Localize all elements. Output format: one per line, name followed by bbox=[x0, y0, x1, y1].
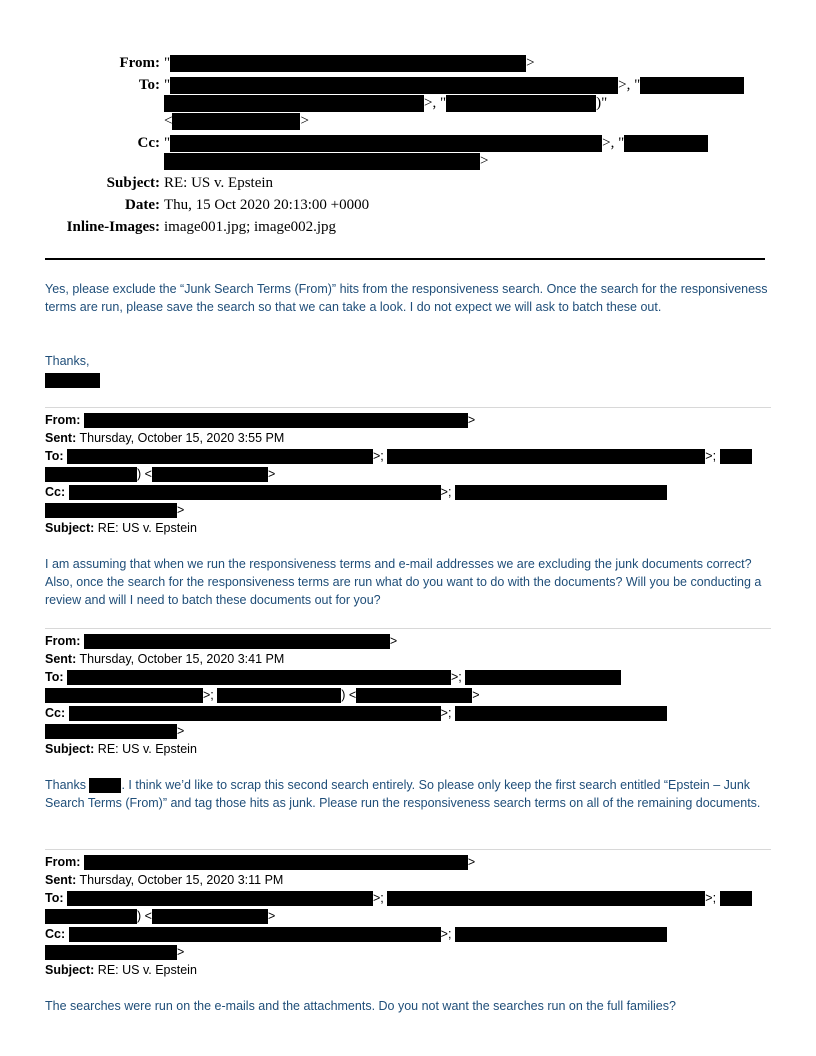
angle-close: > bbox=[300, 113, 309, 129]
sent-label: Sent: bbox=[45, 431, 77, 445]
body-text: . I think we’d like to scrap this second search entirely. So please only keep the first search entitled “Epstein – Junk Search Terms (From)” and tag those hits as junk. Please run the responsiveness search terms on all of the remaining documents. bbox=[45, 778, 761, 810]
subject-label: Subject: bbox=[45, 521, 95, 535]
redaction-block bbox=[45, 503, 177, 518]
redaction-block bbox=[720, 891, 752, 906]
message-body: I am assuming that when we run the responsiveness terms and e-mail addresses we are excluding the junk documents correct? Also, once the search for the responsiveness terms are run what do you want to do with the documents? Will you be conducting a review and will I need to batch these documents out for you? bbox=[45, 557, 762, 607]
redaction-block bbox=[172, 113, 300, 130]
redaction-block bbox=[89, 778, 121, 793]
subject-value: RE: US v. Epstein bbox=[164, 175, 274, 191]
redaction-block bbox=[45, 688, 203, 703]
from-label: From: bbox=[45, 634, 81, 648]
subject-label: Subject: bbox=[45, 963, 95, 977]
cc-value-line2 bbox=[164, 150, 488, 172]
redaction-block bbox=[465, 670, 621, 685]
redaction-block bbox=[455, 927, 667, 942]
cc-label: Cc: bbox=[45, 485, 66, 499]
angle-close: > bbox=[467, 855, 476, 869]
from-value bbox=[164, 52, 535, 74]
header-divider bbox=[45, 258, 765, 260]
separator: >; bbox=[373, 449, 384, 463]
date-label: Date: bbox=[125, 197, 160, 213]
redaction-block bbox=[45, 945, 177, 960]
date-value: Thu, 15 Oct 2020 20:13:00 +0000 bbox=[164, 197, 370, 213]
angle-close: > bbox=[177, 945, 185, 959]
cc-label: Cc: bbox=[45, 927, 66, 941]
quoted-message-header bbox=[45, 411, 775, 537]
quoted-message-header bbox=[45, 632, 775, 758]
separator: >; bbox=[440, 706, 452, 720]
angle-close: > bbox=[389, 634, 398, 648]
cc-label: Cc: bbox=[137, 135, 160, 151]
redaction-block bbox=[640, 77, 744, 94]
subject-value: RE: US v. Epstein bbox=[97, 963, 197, 977]
separator: >; bbox=[705, 449, 717, 463]
redaction-block bbox=[45, 373, 100, 388]
angle-close: > bbox=[267, 467, 276, 481]
subject-value: RE: US v. Epstein bbox=[97, 742, 197, 756]
redaction-block bbox=[170, 55, 526, 72]
inline-images-label: Inline-Images: bbox=[66, 219, 160, 235]
separator: >; bbox=[440, 927, 452, 941]
redaction-block bbox=[217, 688, 341, 703]
separator: >, " bbox=[602, 135, 625, 151]
quote-mark: " bbox=[164, 55, 171, 71]
redaction-block bbox=[455, 706, 667, 721]
angle-close: > bbox=[177, 503, 185, 517]
angle-close: > bbox=[472, 688, 480, 702]
redaction-block bbox=[69, 706, 441, 721]
redaction-block bbox=[45, 724, 177, 739]
reply-signoff: Thanks, bbox=[45, 354, 90, 368]
subject-value: RE: US v. Epstein bbox=[97, 521, 197, 535]
quote-mark: " bbox=[164, 77, 171, 93]
from-label: From: bbox=[119, 55, 160, 71]
redaction-block bbox=[67, 449, 373, 464]
separator: >; bbox=[203, 688, 214, 702]
separator: >; bbox=[440, 485, 452, 499]
quoted-message-header bbox=[45, 853, 775, 979]
angle-close: > bbox=[177, 724, 185, 738]
separator: >, " bbox=[618, 77, 641, 93]
redaction-block bbox=[720, 449, 752, 464]
quote-mark: " bbox=[164, 135, 171, 151]
sent-label: Sent: bbox=[45, 652, 77, 666]
sent-value: Thursday, October 15, 2020 3:41 PM bbox=[79, 652, 285, 666]
sent-label: Sent: bbox=[45, 873, 77, 887]
to-label: To: bbox=[45, 891, 64, 905]
cc-label: Cc: bbox=[45, 706, 66, 720]
redaction-block bbox=[455, 485, 667, 500]
separator: >, " bbox=[424, 95, 447, 111]
redaction-block bbox=[45, 909, 137, 924]
message-separator bbox=[45, 407, 771, 408]
redaction-block bbox=[84, 413, 468, 428]
separator: >; bbox=[373, 891, 384, 905]
angle-close: > bbox=[526, 55, 535, 71]
redaction-block bbox=[69, 927, 441, 942]
redaction-block bbox=[45, 467, 137, 482]
redaction-block bbox=[446, 95, 596, 112]
sent-value: Thursday, October 15, 2020 3:11 PM bbox=[79, 873, 284, 887]
reply-signature bbox=[45, 371, 775, 389]
inline-images-value: image001.jpg; image002.jpg bbox=[164, 219, 337, 235]
to-label: To: bbox=[138, 77, 160, 93]
to-value-line3 bbox=[164, 110, 309, 132]
message-separator bbox=[45, 849, 771, 850]
sent-value: Thursday, October 15, 2020 3:55 PM bbox=[79, 431, 285, 445]
subject-label: Subject: bbox=[45, 742, 95, 756]
redaction-block bbox=[164, 153, 480, 170]
redaction-block bbox=[67, 670, 451, 685]
to-label: To: bbox=[45, 670, 64, 684]
angle-open: < bbox=[164, 113, 173, 129]
body-text: Thanks bbox=[45, 778, 86, 792]
separator: )" bbox=[596, 95, 608, 111]
redaction-block bbox=[387, 449, 705, 464]
redaction-block bbox=[387, 891, 705, 906]
from-label: From: bbox=[45, 413, 81, 427]
redaction-block bbox=[67, 891, 373, 906]
from-label: From: bbox=[45, 855, 81, 869]
redaction-block bbox=[84, 634, 390, 649]
separator: ) < bbox=[137, 909, 152, 923]
separator: ) < bbox=[137, 467, 152, 481]
message-body: The searches were run on the e-mails and the attachments. Do you not want the searches run on the full families? bbox=[45, 999, 676, 1013]
separator: >; bbox=[705, 891, 717, 905]
angle-close: > bbox=[467, 413, 476, 427]
separator: ) < bbox=[341, 688, 357, 702]
redaction-block bbox=[152, 909, 268, 924]
message-body bbox=[45, 776, 775, 812]
redaction-block bbox=[69, 485, 441, 500]
redaction-block bbox=[356, 688, 472, 703]
redaction-block bbox=[152, 467, 268, 482]
redaction-block bbox=[84, 855, 468, 870]
reply-body: Yes, please exclude the “Junk Search Terms (From)” hits from the responsiveness search. Once the search for the responsiveness terms are run, please save the search so that we can take a look. I do not expect we will ask to batch these out. bbox=[45, 282, 768, 314]
redaction-block bbox=[624, 135, 708, 152]
subject-label: Subject: bbox=[106, 175, 160, 191]
separator: >; bbox=[451, 670, 462, 684]
message-separator bbox=[45, 628, 771, 629]
to-label: To: bbox=[45, 449, 64, 463]
angle-close: > bbox=[267, 909, 276, 923]
angle-close: > bbox=[480, 153, 489, 169]
